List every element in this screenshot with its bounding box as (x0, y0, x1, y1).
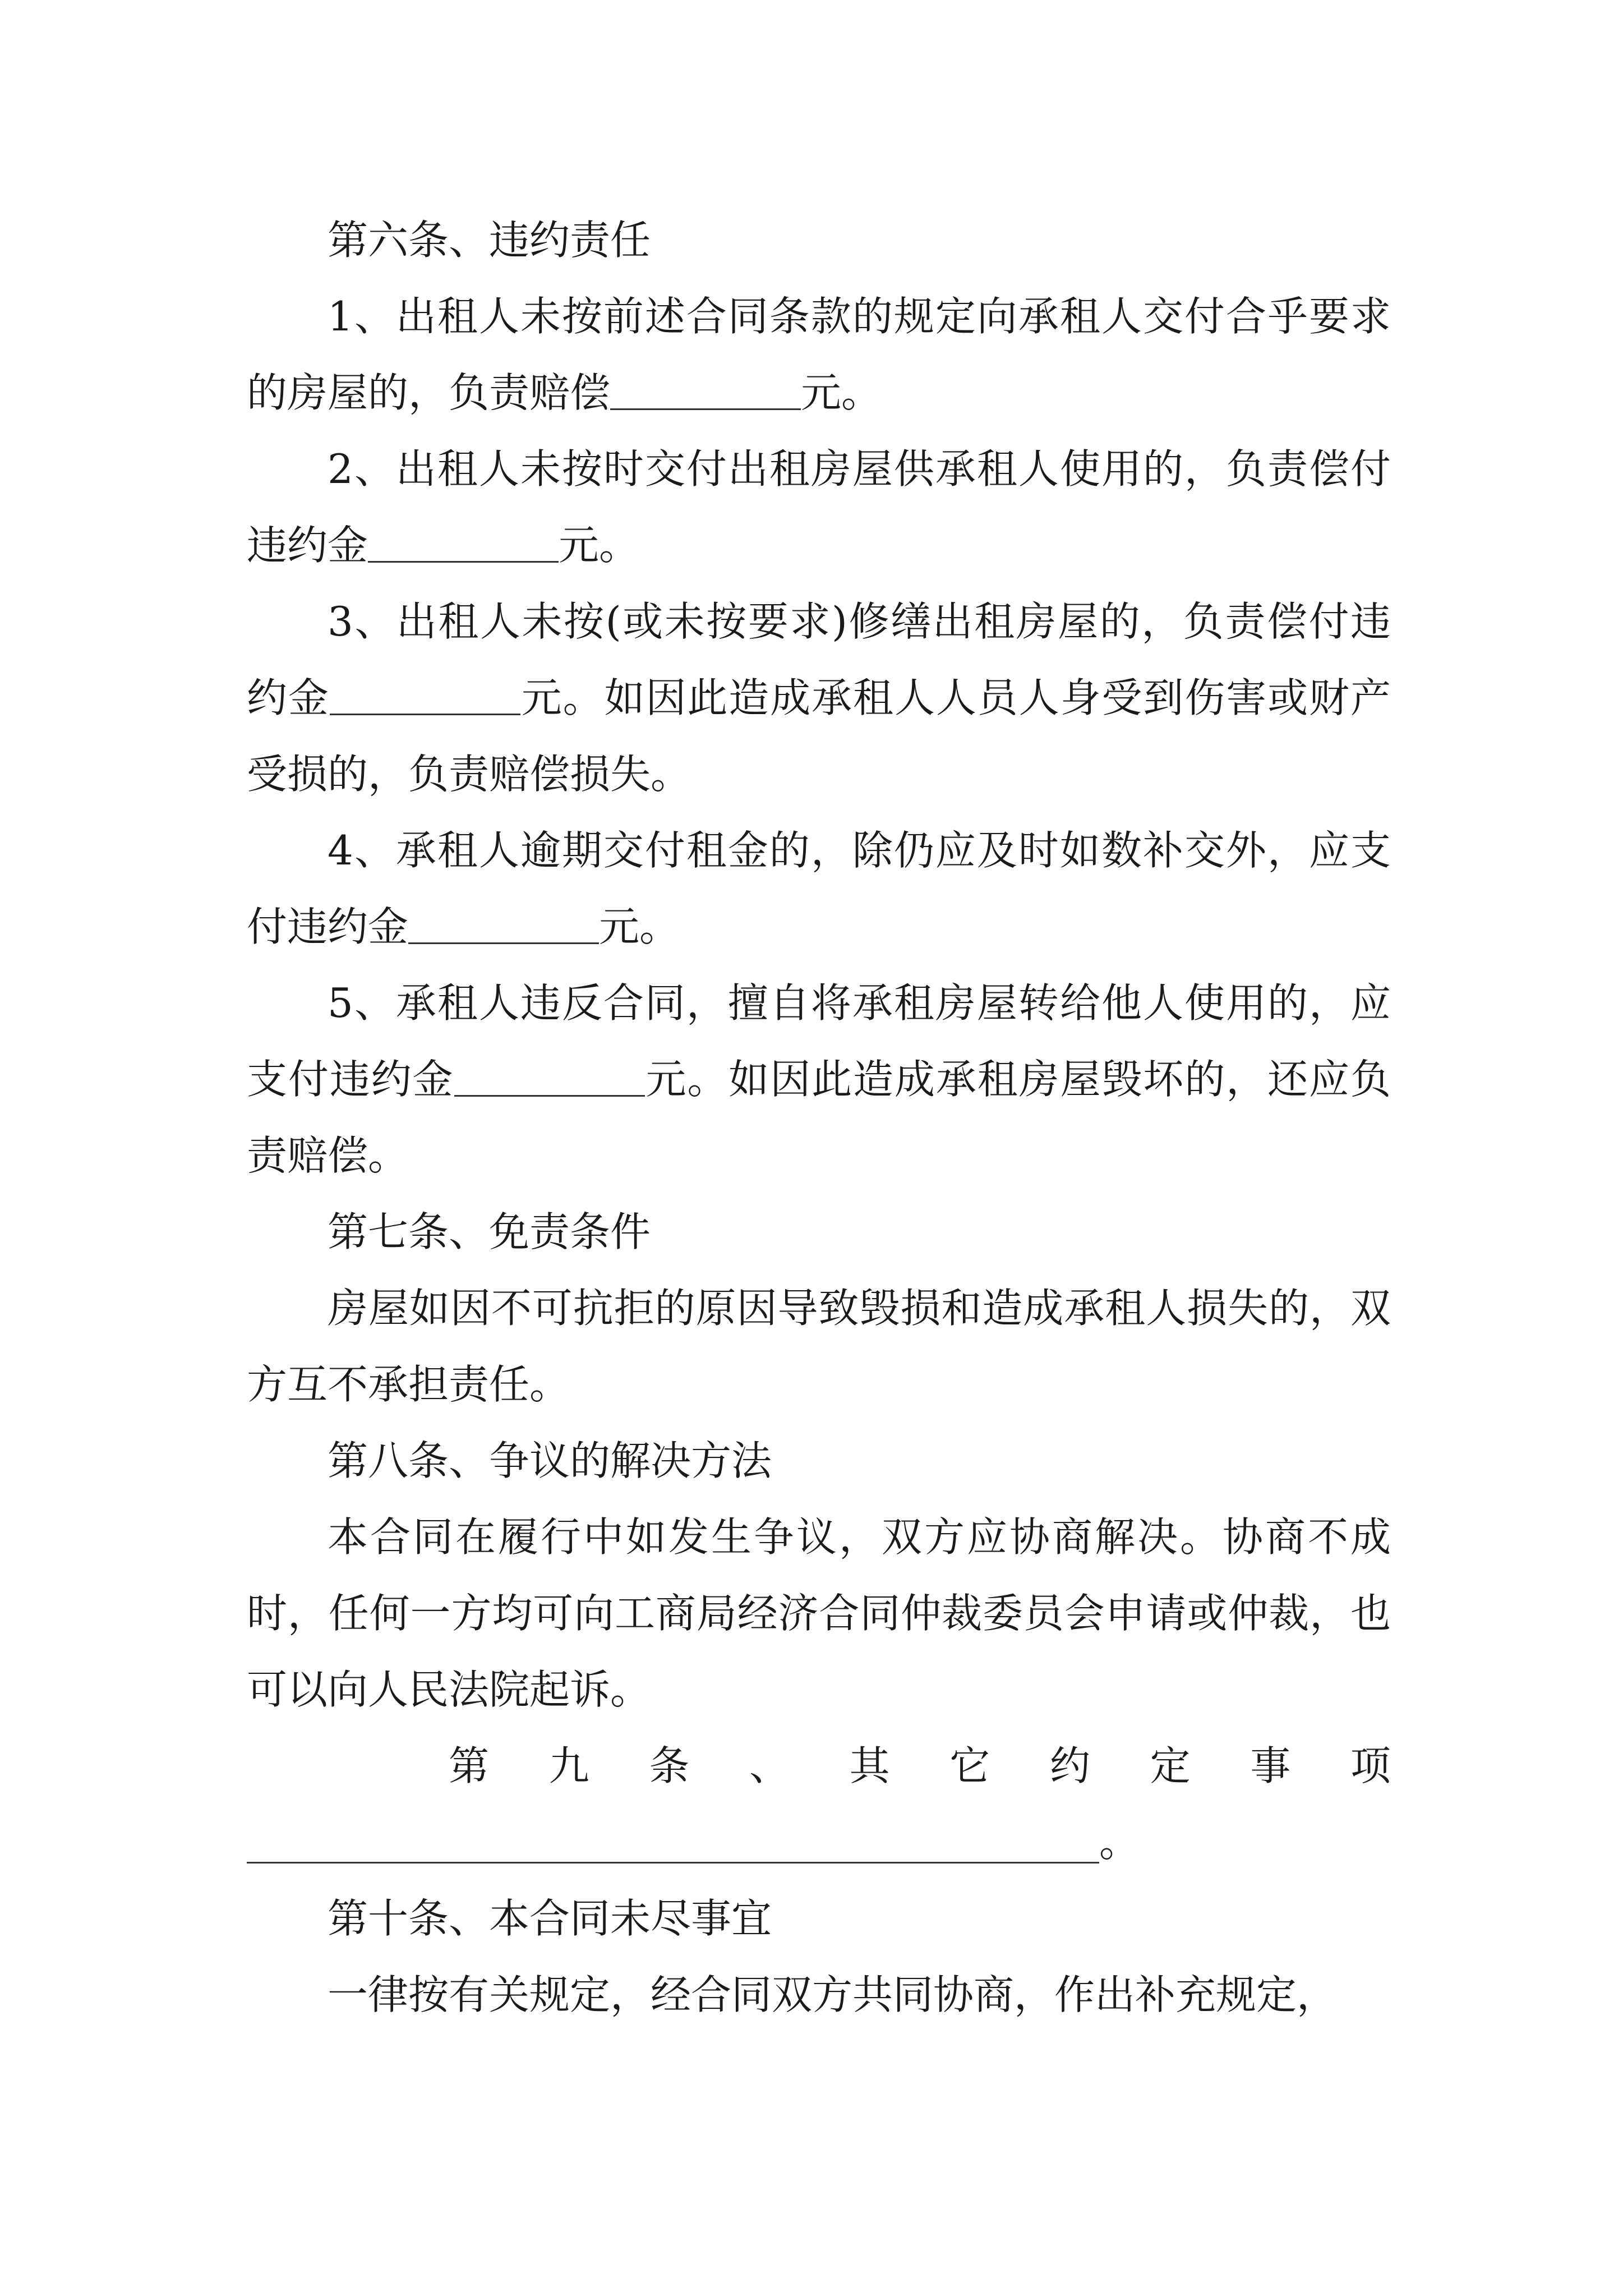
item-3-blank[interactable] (330, 673, 520, 715)
item-2-blank[interactable] (368, 521, 559, 563)
article-9-char: 、 (749, 1742, 790, 1789)
article-9-char: 约 (1049, 1742, 1090, 1789)
article-9-char: 它 (949, 1742, 990, 1789)
article-9-end-mark: 。 (1099, 1819, 1140, 1866)
article-6-item-4 (247, 812, 1391, 965)
contract-body (247, 202, 1391, 2033)
item-1-unit: 元。 (801, 369, 882, 416)
item-1-text: 1、出租人未按前述合同条款的规定向承租人交付合乎要求的房屋的，负责赔偿 (247, 293, 1391, 416)
item-1-blank[interactable] (610, 368, 801, 410)
article-9-char: 第 (449, 1742, 490, 1789)
article-9-char: 条 (649, 1742, 690, 1789)
article-9-blank[interactable] (247, 1828, 1099, 1864)
item-5-text: 5、承租人违反合同，擅自将承租房屋转给他人使用的，应支付违约金 (247, 979, 1391, 1103)
article-8-body: 本合同在履行中如发生争议，双方应协商解决。协商不成时，任何一方均可向工商局经济合同仲裁委员会申请或仲裁，也可以向人民法院起诉。 (247, 1513, 1391, 1713)
item-3-text: 3、出租人未按(或未按要求)修缮出租房屋的，负责偿付违约金 (247, 598, 1391, 721)
article-9-heading (247, 1728, 1391, 1804)
item-3-rest: 元。如因此造成承租人人员人身受到伤害或财产受损的，负责赔偿损失。 (247, 674, 1391, 798)
article-6-item-5 (247, 965, 1391, 1194)
article-6-item-1 (247, 278, 1391, 431)
article-7-body: 房屋如因不可抗拒的原因导致毁损和造成承租人损失的，双方互不承担责任。 (247, 1285, 1391, 1408)
item-5-blank[interactable] (454, 1055, 645, 1097)
article-9-char: 其 (849, 1742, 890, 1789)
article-6-heading: 第六条、违约责任 (328, 217, 651, 264)
article-10-body: 一律按有关规定，经合同双方共同协商，作出补充规定， (328, 1971, 1338, 2018)
item-2-unit: 元。 (559, 522, 640, 569)
article-9-char: 九 (548, 1742, 589, 1789)
article-9-char: 定 (1150, 1742, 1191, 1789)
article-6-item-3 (247, 583, 1391, 812)
item-4-unit: 元。 (599, 903, 680, 950)
item-4-text: 4、承租人逾期交付租金的，除仍应及时如数补交外，应支付违约金 (247, 827, 1391, 950)
article-9-fill-row (247, 1804, 1391, 1880)
item-4-blank[interactable] (408, 902, 599, 944)
item-5-rest: 元。如因此造成承租房屋毁坏的，还应负责赔偿。 (247, 1056, 1391, 1179)
article-6-item-2 (247, 431, 1391, 583)
article-9-char: 事 (1250, 1742, 1291, 1789)
item-2-text: 2、出租人未按时交付出租房屋供承租人使用的，负责偿付违约金 (247, 445, 1391, 569)
article-9-char: 项 (1350, 1742, 1391, 1789)
article-8-heading: 第八条、争议的解决方法 (328, 1437, 772, 1484)
article-7-heading: 第七条、免责条件 (328, 1208, 651, 1255)
article-10-heading: 第十条、本合同未尽事宜 (328, 1895, 772, 1942)
